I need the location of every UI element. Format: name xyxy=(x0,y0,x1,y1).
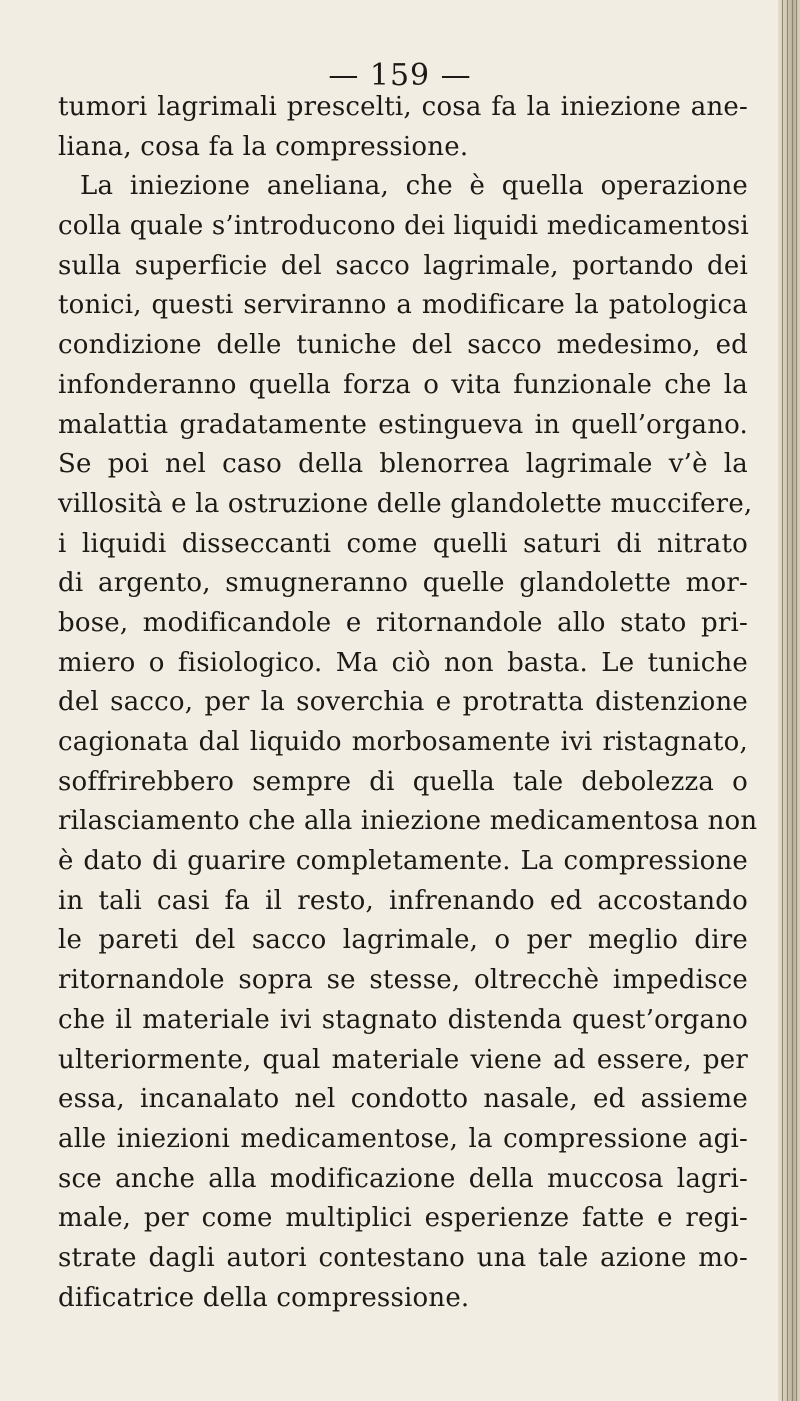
text-line: i liquidi disseccanti come quelli saturi di nitrato xyxy=(58,528,748,559)
text-line: strate dagli autori contestano una tale azione mo- xyxy=(58,1242,748,1273)
text-line: in tali casi fa il resto, infrenando ed accostando xyxy=(58,885,748,916)
text-line: dificatrice della compressione. xyxy=(58,1282,470,1313)
text-line: sulla superficie del sacco lagrimale, portando dei xyxy=(58,250,748,281)
text-line: condizione delle tuniche del sacco medesimo, ed xyxy=(58,330,748,361)
text-line: alle iniezioni medicamentose, la compressione agi- xyxy=(58,1123,748,1154)
text-line: ritornandole sopra se stesse, oltrecchè impedisce xyxy=(58,965,748,996)
text-line: bose, modificandole e ritornandole allo stato pri- xyxy=(58,607,748,638)
text-line: infonderanno quella forza o vita funzionale che la xyxy=(58,369,748,400)
text-line: Se poi nel caso della blenorrea lagrimale v’è la xyxy=(58,449,748,480)
text-line: liana, cosa fa la compressione. xyxy=(58,131,469,162)
text-line: villosità e la ostruzione delle glandolette muccifere, xyxy=(58,488,753,519)
text-line: miero o fisiologico. Ma ciò non basta. Le tuniche xyxy=(58,647,748,678)
text-line: male, per come multiplici esperienze fatte e regi- xyxy=(58,1203,748,1234)
text-line: cagionata dal liquido morbosamente ivi ristagnato, xyxy=(58,727,748,757)
text-line: le pareti del sacco lagrimale, o per meglio dire xyxy=(58,925,748,956)
text-line: sce anche alla modificazione della muccosa lagri- xyxy=(58,1163,748,1194)
text-line: è dato di guarire completamente. La compressione xyxy=(58,846,748,877)
text-line: colla quale s’introducono dei liquidi medicamentosi xyxy=(58,211,749,242)
page-number-header: — 159 — xyxy=(328,58,472,93)
text-line: che il materiale ivi stagnato distenda quest’organo xyxy=(58,1004,748,1035)
text-line: soffrirebbero sempre di quella tale debolezza o xyxy=(58,766,748,797)
text-line: La iniezione aneliana, che è quella operazione xyxy=(80,171,748,202)
body-text xyxy=(58,88,758,1318)
text-line: del sacco, per la soverchia e protratta distenzione xyxy=(58,687,748,718)
text-line: tumori lagrimali prescelti, cosa fa la iniezione ane- xyxy=(58,92,748,122)
page-binding-edge xyxy=(778,0,800,1401)
text-line: essa, incanalato nel condotto nasale, ed assieme xyxy=(58,1084,748,1115)
text-line: tonici, questi serviranno a modificare la patologica xyxy=(58,290,748,321)
text-line: ulteriormente, qual materiale viene ad essere, per xyxy=(58,1044,748,1075)
text-line: rilasciamento che alla iniezione medicamentosa non xyxy=(58,806,758,837)
text-line: di argento, smugneranno quelle glandolette mor- xyxy=(58,568,748,599)
text-line: malattia gradatamente estingueva in quell’organo. xyxy=(58,409,748,440)
